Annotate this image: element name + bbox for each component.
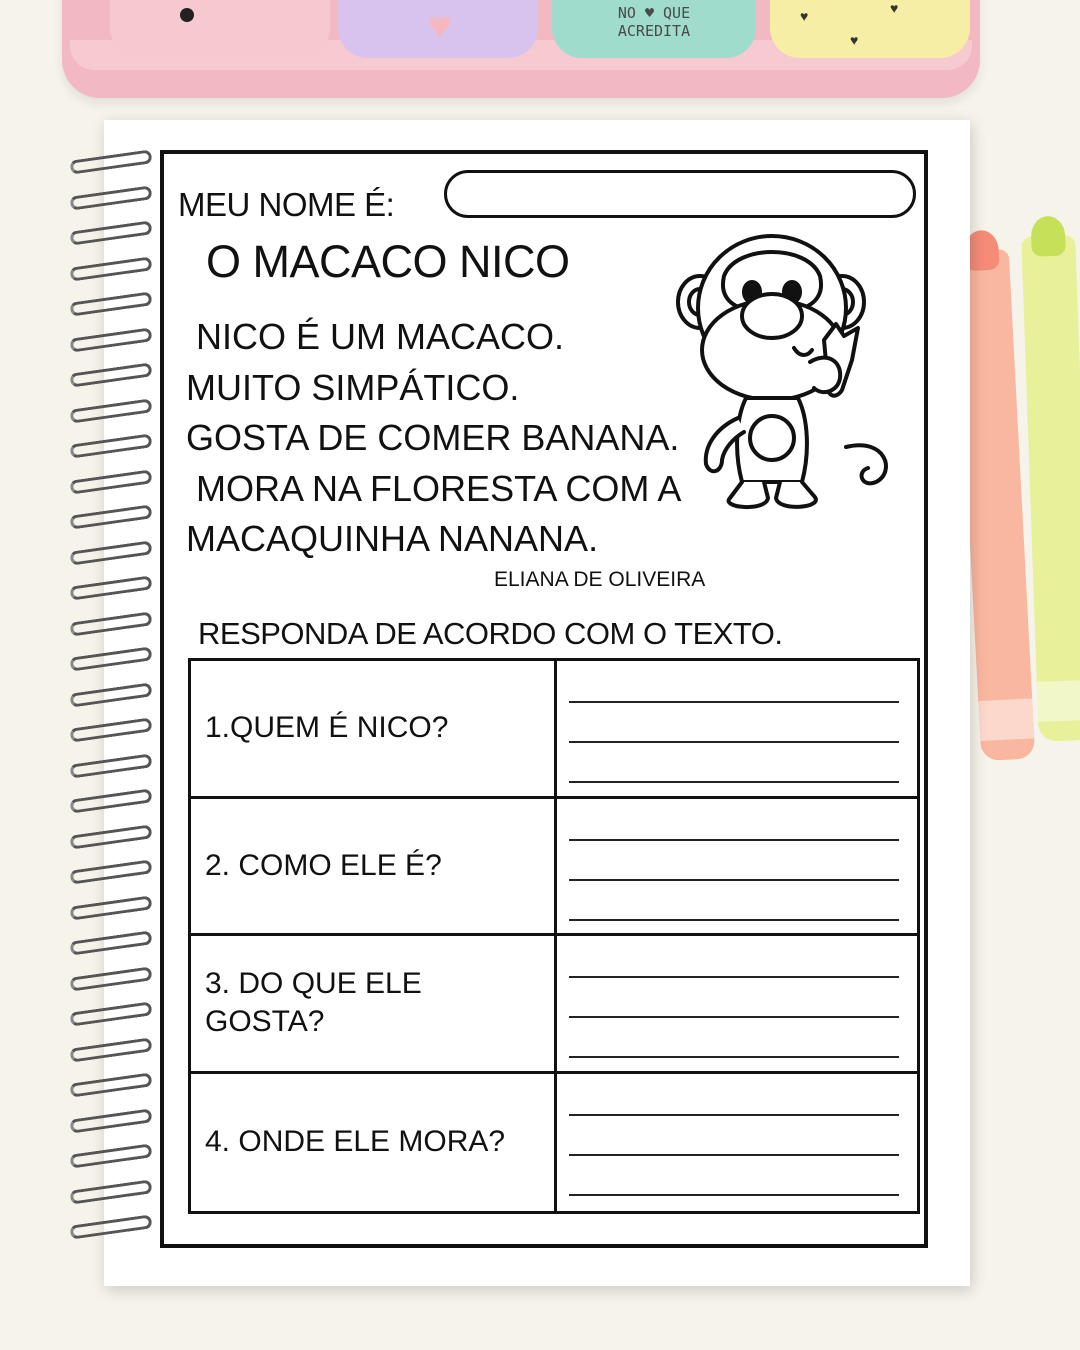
question-label: 1.QUEM É NICO? xyxy=(205,711,449,745)
heart-icon: ♥ xyxy=(850,32,859,48)
purple-cup xyxy=(338,0,538,58)
spiral-coil xyxy=(69,220,152,245)
pink-cup xyxy=(110,0,330,58)
answer-line[interactable] xyxy=(569,741,899,743)
answer-line[interactable] xyxy=(569,1114,899,1116)
spiral-coil xyxy=(69,646,152,671)
cup-eye-icon xyxy=(180,8,194,22)
spiral-coil xyxy=(69,1037,152,1062)
answer-line[interactable] xyxy=(569,919,899,921)
story-line: NICO É UM MACACO. xyxy=(196,316,565,357)
monkey-icon xyxy=(676,232,902,522)
spiral-coil xyxy=(69,433,152,458)
spiral-coil xyxy=(69,1072,152,1097)
spiral-coil xyxy=(69,930,152,955)
spiral-coil xyxy=(69,256,152,281)
author-name: ELIANA DE OLIVEIRA xyxy=(494,568,706,591)
spiral-coil xyxy=(69,398,152,423)
question-label: 2. COMO ELE É? xyxy=(205,848,442,882)
spiral-coil xyxy=(69,717,152,742)
story-title: O MACACO NICO xyxy=(206,236,570,287)
heart-icon: ♥ xyxy=(800,8,809,24)
spiral-coil xyxy=(69,1214,152,1239)
spiral-coil xyxy=(69,753,152,778)
story-line: MACAQUINHA NANANA. xyxy=(186,518,599,559)
answer-cell[interactable] xyxy=(557,661,917,799)
spiral-coil xyxy=(69,859,152,884)
spiral-coil xyxy=(69,362,152,387)
question-cell xyxy=(191,799,557,937)
answer-line[interactable] xyxy=(569,1154,899,1156)
question-cell xyxy=(191,661,557,799)
answer-line[interactable] xyxy=(569,1056,899,1058)
question-cell xyxy=(191,1074,557,1212)
answer-cell[interactable] xyxy=(557,936,917,1074)
cup-label-line2: ACREDITA xyxy=(617,22,691,40)
spiral-coil xyxy=(69,327,152,352)
question-table xyxy=(188,658,920,1214)
question-label: 4. ONDE ELE MORA? xyxy=(205,1125,506,1159)
heart-icon: ♥ xyxy=(890,0,899,16)
answer-cell[interactable] xyxy=(557,1074,917,1212)
story-line: MORA NA FLORESTA COM A xyxy=(196,467,682,509)
spiral-coil xyxy=(69,469,152,494)
answer-line[interactable] xyxy=(569,839,899,841)
spiral-coil xyxy=(69,966,152,991)
spiral-coil xyxy=(69,895,152,920)
answer-line[interactable] xyxy=(569,781,899,783)
spiral-coil xyxy=(69,1179,152,1204)
question-cell xyxy=(191,936,557,1074)
spiral-binding-icon xyxy=(70,155,160,1265)
yellow-cup xyxy=(770,0,970,58)
story-line: MUITO SIMPÁTICO. xyxy=(186,366,520,408)
spiral-coil xyxy=(69,540,152,565)
spiral-coil xyxy=(69,1143,152,1168)
mint-cup xyxy=(552,0,756,58)
spiral-coil xyxy=(69,504,152,529)
spiral-coil xyxy=(69,291,152,316)
heart-icon: ♥ xyxy=(428,4,452,48)
spiral-coil xyxy=(69,185,152,210)
spiral-coil xyxy=(69,682,152,707)
cup-label xyxy=(552,4,756,40)
answer-line[interactable] xyxy=(569,701,899,703)
spiral-coil xyxy=(69,575,152,600)
name-label: MEU NOME É: xyxy=(178,186,395,223)
spiral-coil xyxy=(69,1001,152,1026)
answer-line[interactable] xyxy=(569,976,899,978)
answer-cell[interactable] xyxy=(557,799,917,937)
answer-line[interactable] xyxy=(569,879,899,881)
answer-line[interactable] xyxy=(569,1016,899,1018)
spiral-coil xyxy=(69,1108,152,1133)
story-text xyxy=(186,312,686,565)
spiral-coil xyxy=(69,824,152,849)
answer-line[interactable] xyxy=(569,1194,899,1196)
name-field[interactable] xyxy=(444,170,916,218)
question-label: 3. DO QUE ELE GOSTA? xyxy=(205,967,422,1039)
cup-label-line1: NO ♥ QUE xyxy=(617,4,691,22)
spiral-coil xyxy=(69,611,152,636)
spiral-coil xyxy=(69,788,152,813)
instruction-text: RESPONDA DE ACORDO COM O TEXTO. xyxy=(198,616,783,651)
story-line: GOSTA DE COMER BANANA. xyxy=(186,417,680,458)
